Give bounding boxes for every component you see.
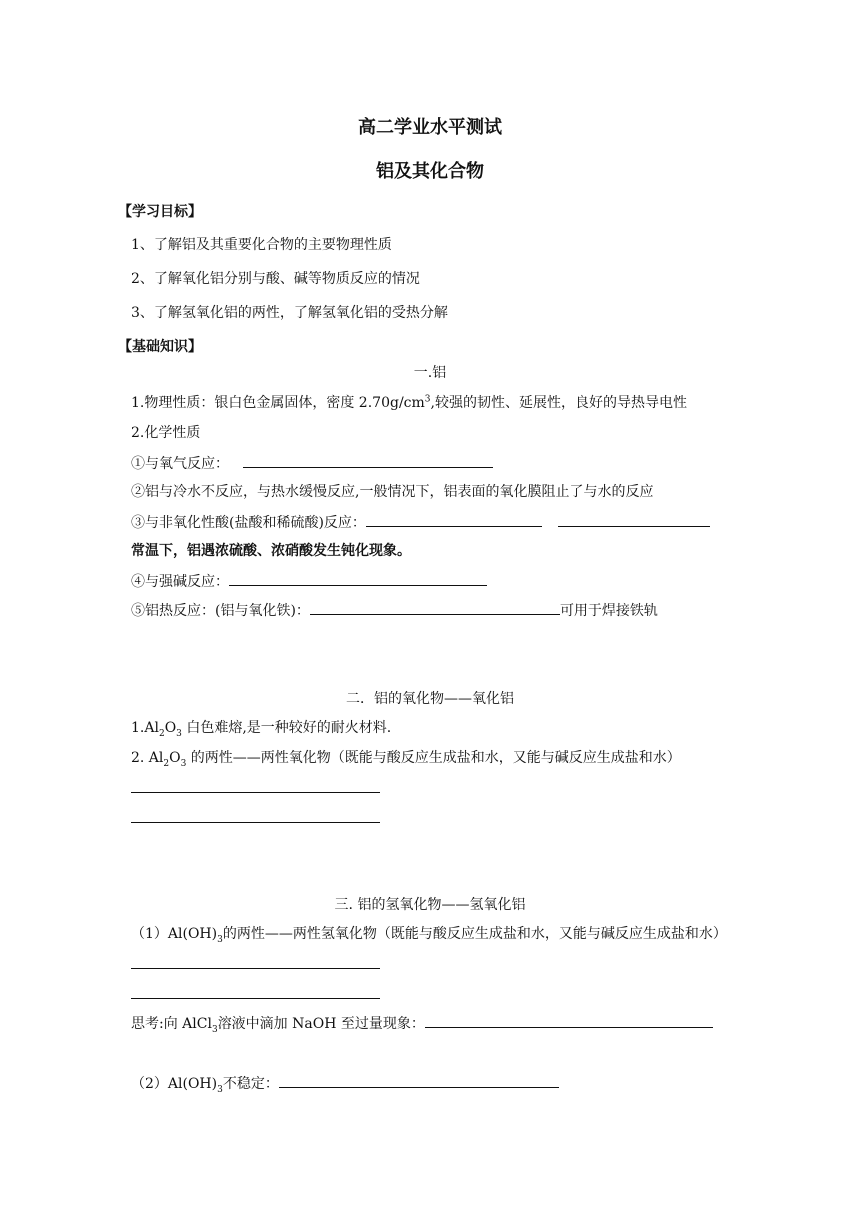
objective-item: 3、了解氢氧化铝的两性，了解氢氧化铝的受热分解 xyxy=(131,305,448,321)
answer-line[interactable] xyxy=(131,822,380,823)
answer-line[interactable] xyxy=(131,792,380,793)
answer-blank[interactable] xyxy=(558,512,710,527)
water-reaction: ②铝与冷水不反应，与热水缓慢反应,一般情况下，铝表面的氧化膜阻止了与水的反应 xyxy=(131,484,654,500)
section-2-title: 二．铝的氧化物——氧化铝 xyxy=(346,691,514,707)
answer-blank[interactable] xyxy=(366,512,542,527)
basics-heading: 【基础知识】 xyxy=(118,339,202,355)
document-subtitle: 铝及其化合物 xyxy=(376,161,484,182)
answer-blank[interactable] xyxy=(425,1013,713,1028)
oxygen-reaction: ①与氧气反应： xyxy=(131,453,493,473)
answer-blank[interactable] xyxy=(229,571,487,586)
chemical-properties-title: 2.化学性质 xyxy=(131,425,201,441)
hydroxide-amphoteric: $(1)Al(OH)_3$的两性——两性氢氧化物（既能与酸反应生成盐和水，又能与碱反应生成盐和水） xyxy=(131,926,727,945)
acid-reaction: ③与非氧化性酸(盐酸和稀硫酸)反应： xyxy=(131,512,710,532)
physical-properties: 1.物理性质：银白色金属固体，密度 $2.70g/cm^3$,较强的韧性、延展性，良好的导热导电性 xyxy=(131,394,687,411)
objective-item: 2、了解氧化铝分别与酸、碱等物质反应的情况 xyxy=(131,271,420,287)
section-3-title: 三. 铝的氢氧化物——氢氧化铝 xyxy=(334,897,526,913)
document-title: 高二学业水平测试 xyxy=(358,117,502,138)
thermite-reaction: ⑤铝热反应：(铝与氧化铁)： 可用于焊接铁轨 xyxy=(131,600,658,620)
answer-line[interactable] xyxy=(131,968,380,969)
alumina-description: $1.Al_2O_3$ 白色难熔,是一种较好的耐火材料. xyxy=(131,720,392,739)
objectives-heading: 【学习目标】 xyxy=(118,204,202,220)
thinking-question: 思考:向 AlCl$_3$溶液中滴加 NaOH 至过量现象： xyxy=(131,1013,713,1033)
section-1-title: 一.铝 xyxy=(413,365,447,381)
answer-blank[interactable] xyxy=(310,600,560,615)
answer-blank[interactable] xyxy=(279,1073,559,1088)
passivation-note: 常温下，铝遇浓硫酸、浓硝酸发生钝化现象。 xyxy=(131,543,411,559)
answer-blank[interactable] xyxy=(243,453,493,468)
objective-item: 1、了解铝及其重要化合物的主要物理性质 xyxy=(131,237,392,253)
hydroxide-unstable: $(2)Al(OH)_3$不稳定： xyxy=(131,1073,559,1093)
base-reaction: ④与强碱反应： xyxy=(131,571,487,591)
alumina-amphoteric: 2. $Al_2O_3$ 的两性——两性氧化物（既能与酸反应生成盐和水，又能与碱反应生成盐和水） xyxy=(131,750,681,769)
answer-line[interactable] xyxy=(131,998,380,999)
